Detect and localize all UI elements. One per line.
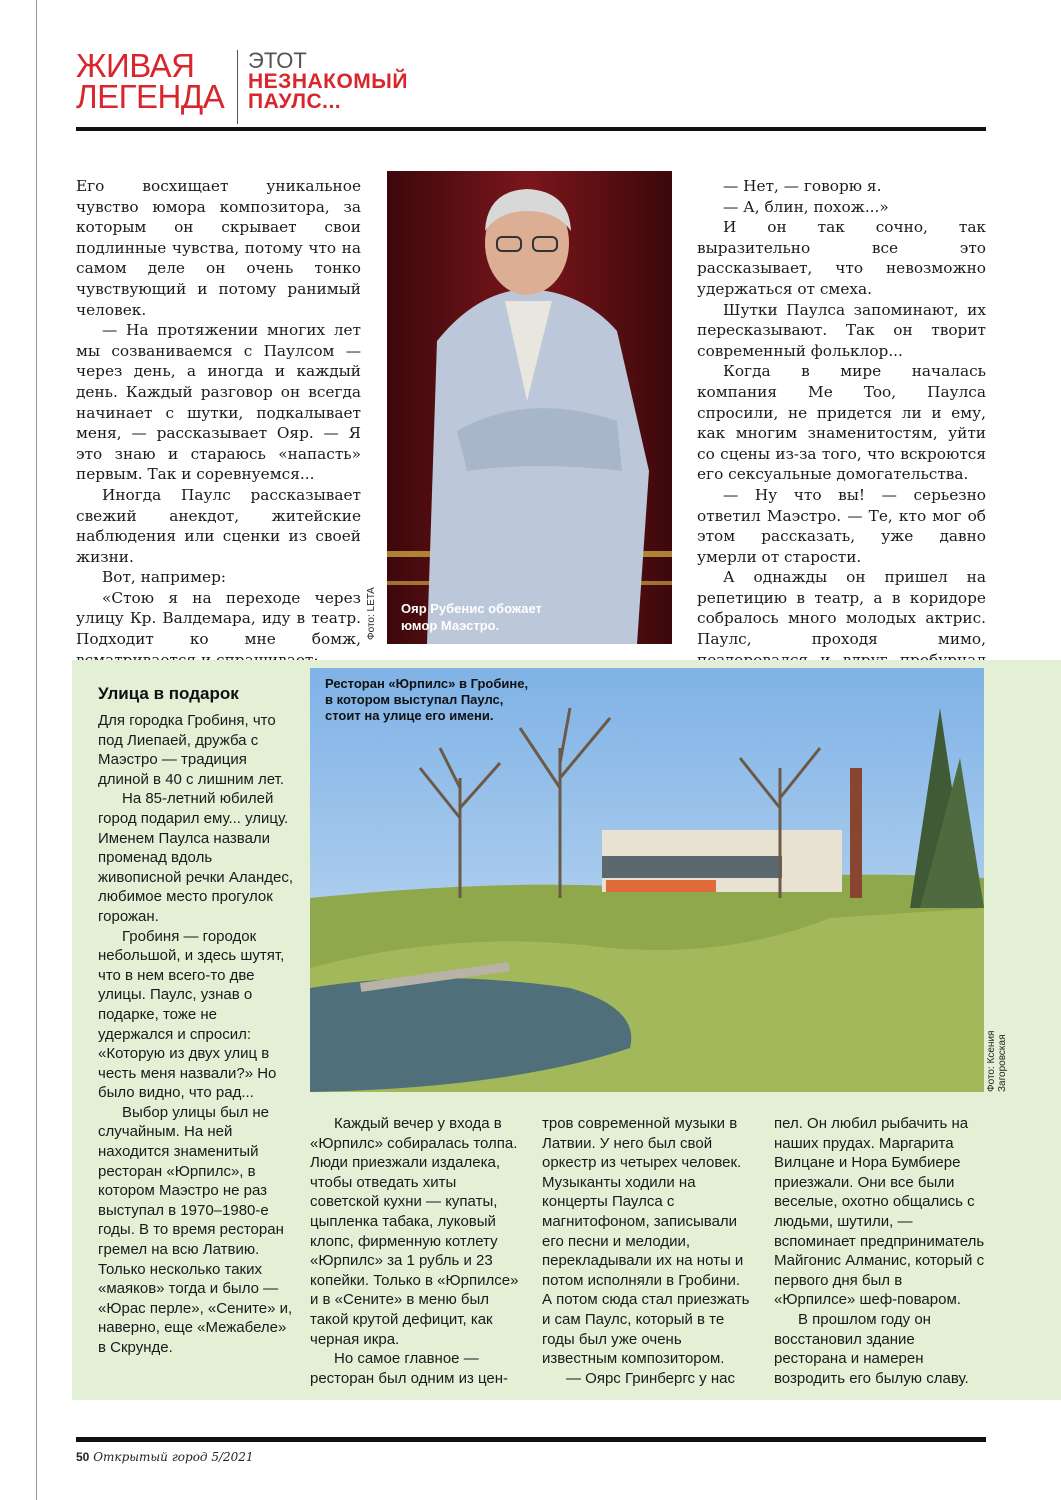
paragraph: Его восхищает уникальное чувство юмора композитора, за которым он скрывает свои подлинные чувства, потому что на самом деле он очень тонко чувствующий и потому ранимый человек. xyxy=(76,177,361,319)
restaurant-illustration xyxy=(310,668,984,1092)
paragraph: «Стою я на переходе через улицу Кр. Валдемара, иду в театр. Подходит ко мне бомж, xyxy=(76,588,361,649)
paragraph: Гробиня — городок небольшой, и здесь шутят, что в нем всего-то две улицы. Паулс, узнав о подарке, тоже не удержался и спросил: «Которую из двух улиц в честь меня назвали?» Но было видно, что рад... xyxy=(98,927,285,1102)
magazine-issue: Открытый город 5/2021 xyxy=(93,1450,254,1464)
photo-credit: Фото: Ксения Загоровская xyxy=(986,1030,1008,1092)
paragraph: — Ну что вы! — серьезно ответил Маэстро. — Те, кто мог об этом рассказать, уже давно умерли от старости. xyxy=(697,485,986,566)
paragraph: В прошлом году он восстановил здание ресторана и намерен возродить его былую славу. xyxy=(774,1310,969,1387)
caption-line: юмор Маэстро. xyxy=(401,618,500,633)
paragraph: И он так сочно, так выразительно все это рассказывает, что невозможно удержаться от смеха. xyxy=(697,218,986,298)
paragraph: А однажды он пришел на репетицию в театр, а в коридоре собралось много молодых актрис. Паулс, проходя мимо, xyxy=(697,568,986,649)
sidebar-column-4 xyxy=(774,1114,986,1388)
bottom-rule xyxy=(76,1437,986,1442)
paragraph: — А, блин, похож...» xyxy=(723,197,889,216)
text-column-2 xyxy=(697,176,986,711)
top-rule xyxy=(76,127,986,131)
paragraph: — Оярс Гринбергс у нас xyxy=(566,1369,735,1387)
paragraph: На 85-летний юбилей город подарил ему... улицу. Именем Паулса назвали променад вдоль живописной речки Аландес, любимое место прогулок горожан. xyxy=(98,790,293,925)
restaurant-photo xyxy=(310,668,984,1092)
portrait-caption xyxy=(401,600,542,634)
paragraph: — На протяжении многих лет мы созваниваемся с Паулсом — через день, а иногда и каждый день. Каждый разговор он всегда начинает с шутки, подкалывает меня, — рассказывает Ояр. — Я это знаю и стараюсь «напасть» первым. Так и соревнуемся... xyxy=(76,321,361,484)
caption-line: Ресторан «Юрпилс» в Гробине, xyxy=(325,676,529,691)
sidebar-heading: Улица в подарок xyxy=(98,684,239,703)
rubric-line1: ЖИВАЯ xyxy=(76,47,195,84)
page-footer xyxy=(76,1450,254,1464)
paragraph: пел. Он любил рыбачить на наших прудах. Маргарита Вилцане и Нора Бумбиере приезжали. Они все были веселые, охотно общались с людьми, шутили, — вспоминает предприниматель Майгонис Алманис, который с первого дня был в «Юрпилсе» шеф-поваром. xyxy=(774,1115,985,1309)
paragraph: Иногда Паулс рассказывает свежий анекдот, житейские наблюдения или сценки из своей жизни. xyxy=(76,485,361,566)
paragraph: — Нет, — говорю я. xyxy=(723,177,882,195)
caption-line: Ояр Рубенис обожает xyxy=(401,601,542,616)
title-kicker: ЭТОТ xyxy=(248,48,307,73)
sidebar-column-2 xyxy=(310,1114,520,1388)
sidebar-column-3 xyxy=(542,1114,754,1388)
restaurant-caption xyxy=(325,676,528,724)
caption-line: в котором выступал Паулс, xyxy=(325,692,504,707)
rubric xyxy=(76,47,236,115)
rubric-line2: ЛЕГЕНДА xyxy=(76,78,225,115)
paragraph: Каждый вечер у входа в «Юрпилс» собиралась толпа. Люди приезжали издалека, чтобы отведать хиты советской кухни — купаты, цыпленка табака, луковый клопс, фирменную котлету «Юрпилс» за 1 рубль и 23 копейки. Только в «Юрпилсе» и в «Сените» в меню был такой крутой дефицит, как черная икра. xyxy=(310,1115,519,1348)
header-separator xyxy=(237,50,238,124)
title-line1: НЕЗНАКОМЫЙ xyxy=(248,70,408,93)
caption-line: стоит на улице его имени. xyxy=(325,708,494,723)
paragraph: Но самое главное — ресторан был одним из цен- xyxy=(310,1350,509,1387)
sidebar-column-1 xyxy=(98,711,294,1358)
text-column-1 xyxy=(76,176,361,691)
paragraph: Выбор улицы был не случайным. На ней находится знаменитый ресторан «Юрпилс», в котором Маэстро не раз выступал в 1970–1980-е годы. В то время ресторан гремел на всю Латвию. Только несколько таких «маяков» тогда и было — «Юрас перле», «Сените» и, наверно, еще «Межабеле» в Скрунде. xyxy=(98,1103,293,1356)
paragraph: Для городка Гробиня, что под Лиепаей, дружба с Маэстро — традиция длиной в 40 с лишним лет. xyxy=(98,712,284,788)
title-line2: ПАУЛС... xyxy=(248,90,342,113)
paragraph: тров современной музыки в Латвии. У него был свой оркестр из четырех человек. Музыканты ходили на концерты Паулса с магнитофоном, записывали его песни и мелодии, перекладывали их на ноты и потом исполняли в Гробини. А потом сюда стал приезжать и сам Паулс, который в те годы был уже очень известным композитором. xyxy=(542,1115,750,1368)
margin-rule xyxy=(36,0,37,1500)
portrait-photo xyxy=(387,171,672,644)
paragraph: Вот, например: xyxy=(102,568,227,587)
page-number: 50 xyxy=(76,1450,90,1464)
photo-credit: Фото: LETA xyxy=(366,587,377,640)
paragraph: Шутки Паулса запоминают, их пересказывают. Так он творит современный фольклор... xyxy=(697,300,986,360)
article-title xyxy=(248,50,408,112)
portrait-illustration xyxy=(387,171,672,644)
paragraph: Когда в мире началась компания Me Too, Паулса спросили, не придется ли и ему, как многим знаменитостям, уйти со сцены из-за того, что вскроются его сексуальные домогательства. xyxy=(697,362,986,484)
